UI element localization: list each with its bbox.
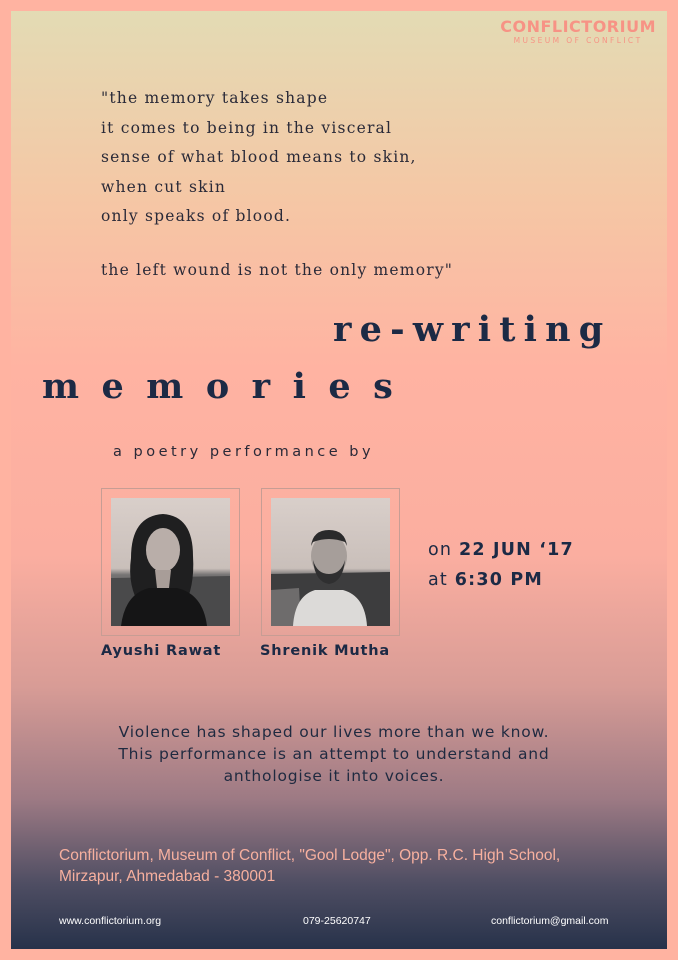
performance-description [11, 721, 657, 787]
time-prefix: at [428, 570, 448, 590]
title-line-1: re-writing [333, 309, 612, 350]
performer-photo-frame [261, 488, 400, 636]
event-date-row [428, 535, 574, 565]
quote-line: "the memory takes shape [101, 89, 329, 107]
event-poster [11, 11, 667, 949]
performer-photo-ayushi [111, 498, 230, 626]
footer-phone: 079-25620747 [303, 915, 371, 927]
quote-line: sense of what blood means to skin, [101, 148, 417, 166]
event-datetime [428, 535, 574, 595]
conflictorium-logo [500, 18, 656, 46]
performer-name: Ayushi Rawat [101, 643, 222, 659]
performer-name: Shrenik Mutha [260, 643, 390, 659]
logo-subtitle: MUSEUM OF CONFLICT [513, 36, 643, 45]
quote-line: when cut skin [101, 177, 227, 196]
poem-quote [101, 84, 453, 285]
title-line-2: memories [42, 366, 416, 407]
address-line: Mirzapur, Ahmedabad - 380001 [59, 868, 276, 885]
performer-photo-shrenik [271, 498, 390, 626]
description-line: Violence has shaped our lives more than we know. [118, 723, 550, 741]
footer-website[interactable]: www.conflictorium.org [59, 915, 162, 927]
description-line: This performance is an attempt to understand and [118, 745, 550, 763]
performance-byline: a poetry performance by [113, 444, 375, 460]
address-line: Conflictorium, Museum of Conflict, "Gool Lodge", Opp. R.C. High School, [59, 847, 561, 864]
description-line: anthologise it into voices. [223, 767, 445, 785]
event-time: 6:30 PM [454, 570, 544, 590]
quote-closing-line: the left wound is not the only memory" [101, 260, 454, 279]
performer-photo-frame [101, 488, 240, 636]
venue-address [59, 845, 560, 887]
logo-name: CONFLICTORIUM [500, 17, 656, 36]
quote-line: it comes to being in the visceral [101, 118, 393, 137]
event-time-row [428, 565, 574, 595]
quote-line: only speaks of blood. [101, 207, 292, 225]
date-prefix: on [428, 540, 453, 560]
event-date: 22 JUN ‘17 [458, 540, 574, 560]
footer-email[interactable]: conflictorium@gmail.com [491, 915, 609, 927]
